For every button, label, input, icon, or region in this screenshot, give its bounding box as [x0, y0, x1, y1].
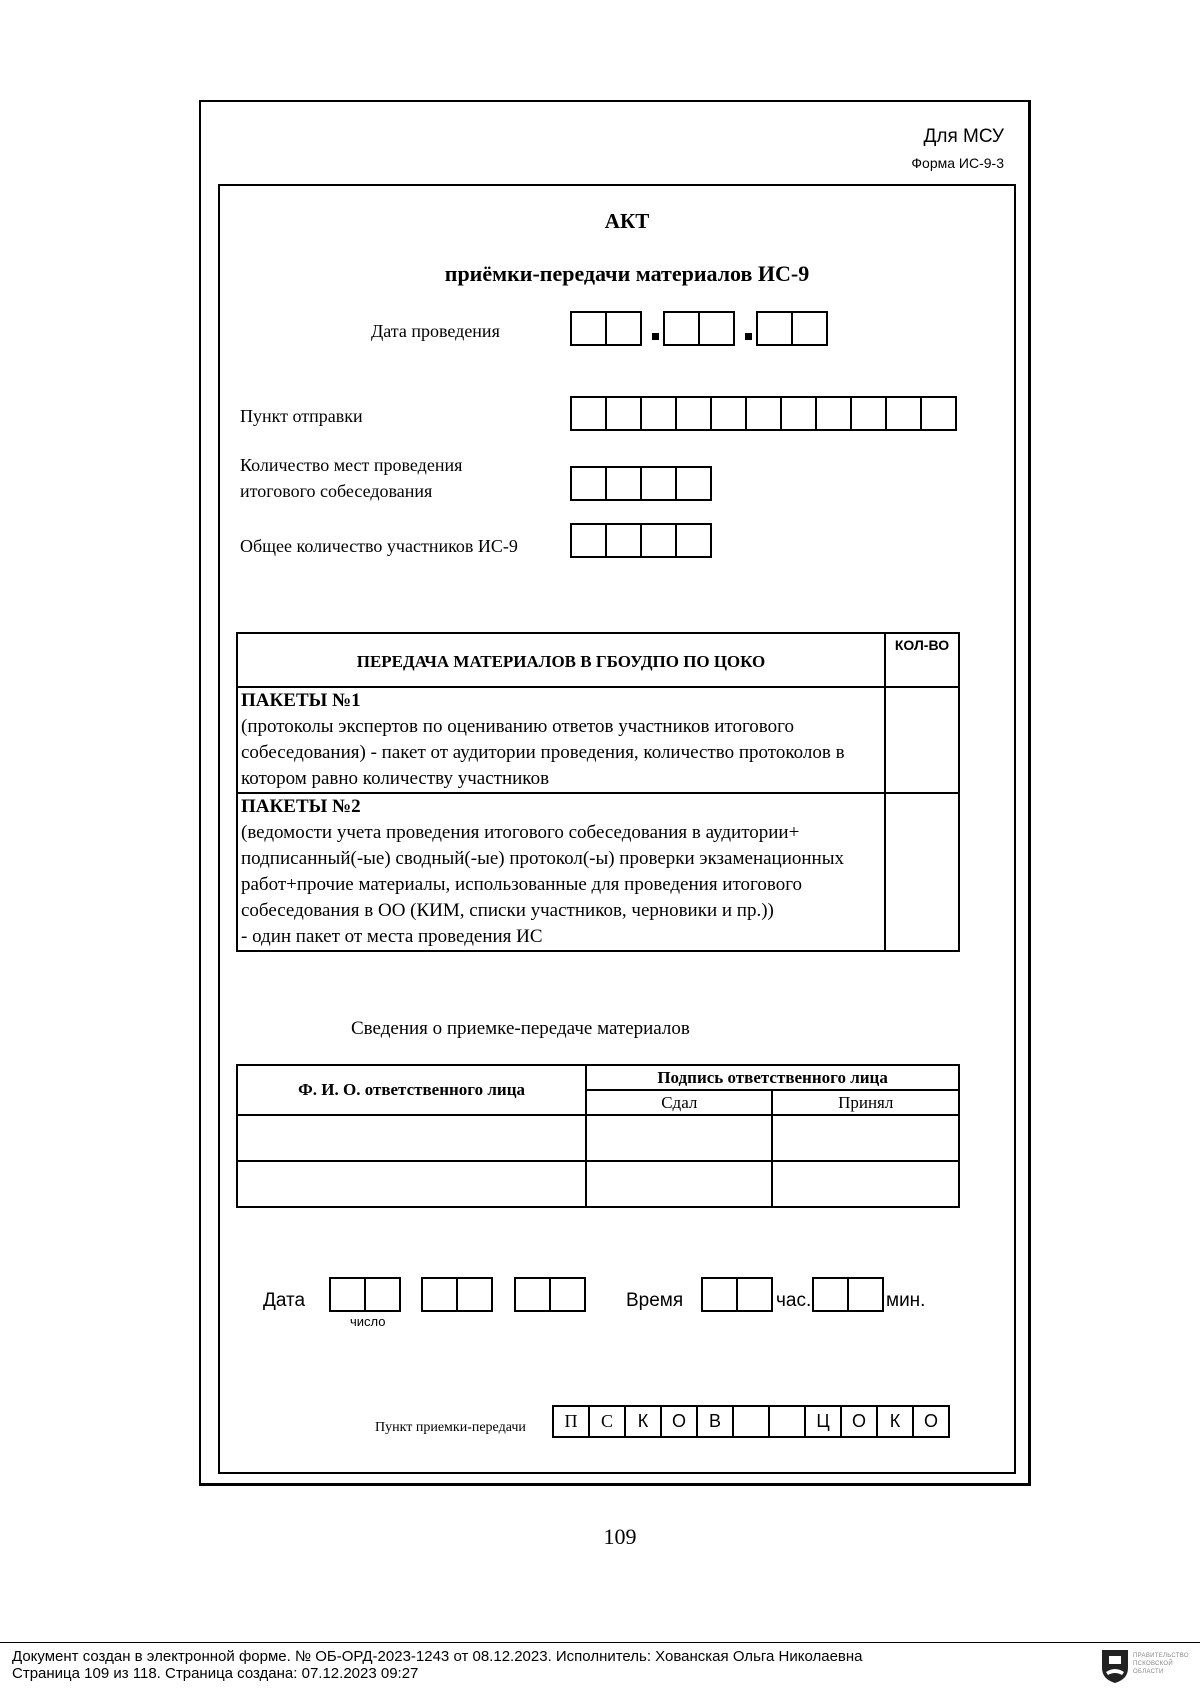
date-separator-dot: [652, 333, 659, 340]
receiving-point-letter: В: [696, 1405, 734, 1438]
transfer-table-header-row: [237, 633, 959, 687]
sign-table-header-row: [237, 1065, 959, 1090]
act-subtitle: приёмки-передачи материалов ИС-9: [444, 261, 810, 286]
receiving-point-letter: О: [660, 1405, 698, 1438]
package-1-title: ПАКЕТЫ №1: [241, 690, 361, 711]
receiving-point-letter: [768, 1405, 806, 1438]
receiving-point-letter: К: [876, 1405, 914, 1438]
form-code-label: Форма ИС-9-3: [911, 155, 1004, 171]
footer-document-info: Документ создан в электронной форме. № ОБ-ОРД-2023-1243 от 08.12.2023. Исполнитель: Хованская Ольга Николаевна: [12, 1648, 863, 1665]
package-2-text: (ведомости учета проведения итогового собеседования в аудитории+ подписанный(-ые) сводный(-ые) протокол(-ы) проверки экзаменационных работ+прочие материалы, использованные для проведения итогового собеседования в ОО (КИМ, списки участников, черновики и пр.)): [241, 822, 844, 921]
table-row: [237, 687, 959, 793]
places-count-label: [240, 452, 462, 504]
transfer-info-caption: Сведения о приемке-передаче материалов: [351, 1018, 690, 1039]
hours-unit-label: час.: [776, 1290, 812, 1311]
receiving-point-letter: О: [840, 1405, 878, 1438]
footer-divider: [0, 1642, 1200, 1643]
transfer-day-digit-2[interactable]: [364, 1277, 401, 1312]
sending-point-cell[interactable]: [850, 396, 887, 431]
for-msu-label: Для МСУ: [923, 126, 1004, 147]
package-1-description: [237, 687, 885, 793]
handed-signature-cell[interactable]: [586, 1115, 772, 1161]
places-count-label-line1: Количество мест проведения: [240, 455, 463, 475]
fio-column-header: Ф. И. О. ответственного лица: [237, 1065, 586, 1115]
received-signature-cell[interactable]: [772, 1115, 959, 1161]
transfer-hours-cells[interactable]: [701, 1277, 773, 1312]
page-number: 109: [603, 1524, 637, 1549]
places-count-label-line2: итогового собеседования: [240, 481, 433, 501]
package-2-note: - один пакет от места проведения ИС: [241, 926, 543, 947]
transfer-year-digit-2[interactable]: [549, 1277, 586, 1312]
event-month-cells[interactable]: [663, 311, 735, 346]
package-2-quantity[interactable]: [885, 793, 959, 951]
sending-point-cell[interactable]: [605, 396, 642, 431]
places-count-cells[interactable]: [570, 466, 712, 501]
transfer-hours-digit-1[interactable]: [701, 1277, 738, 1312]
transfer-minutes-cells[interactable]: [812, 1277, 884, 1312]
fio-cell[interactable]: [237, 1115, 586, 1161]
transfer-year-digit-1[interactable]: [514, 1277, 551, 1312]
transfer-month-cells[interactable]: [421, 1277, 493, 1312]
package-2-description: [237, 793, 885, 951]
received-signature-cell[interactable]: [772, 1161, 959, 1207]
responsible-signatures-table: [236, 1064, 960, 1208]
event-month-digit-2[interactable]: [698, 311, 735, 346]
receiving-point-letter: [732, 1405, 770, 1438]
sending-point-cell[interactable]: [920, 396, 957, 431]
transfer-day-digit-1[interactable]: [329, 1277, 366, 1312]
places-count-cell[interactable]: [570, 466, 607, 501]
date-separator-dot: [745, 333, 752, 340]
sending-point-cell[interactable]: [815, 396, 852, 431]
sending-point-cells[interactable]: [570, 396, 957, 431]
receiving-point-letter: П: [552, 1405, 590, 1438]
government-label: ПРАВИТЕЛЬСТВО ПСКОВСКОЙ ОБЛАСТИ: [1133, 1653, 1189, 1675]
handed-signature-cell[interactable]: [586, 1161, 772, 1207]
table-row: [237, 793, 959, 951]
sending-point-cell[interactable]: [710, 396, 747, 431]
transfer-time-label: Время: [626, 1290, 684, 1311]
sending-point-cell[interactable]: [640, 396, 677, 431]
coat-of-arms-icon: [1100, 1648, 1130, 1684]
handed-over-column-header: Сдал: [586, 1090, 772, 1115]
receiving-point-label: Пункт приемки-передачи: [375, 1420, 526, 1435]
transfer-date-label: Дата: [263, 1290, 306, 1311]
table-row: [237, 1115, 959, 1161]
event-date-label: Дата проведения: [371, 321, 500, 341]
places-count-cell[interactable]: [605, 466, 642, 501]
transfer-day-cells[interactable]: [329, 1277, 401, 1312]
participants-count-cells[interactable]: [570, 523, 712, 558]
event-year-digit-2[interactable]: [791, 311, 828, 346]
event-month-digit-1[interactable]: [663, 311, 700, 346]
package-1-text: (протоколы экспертов по оцениванию ответов участников итогового собеседования) - пакет от аудитории проведения, количество протоколов в котором равно количеству участников: [241, 716, 845, 789]
day-caption: число: [350, 1314, 386, 1329]
event-day-digit-1[interactable]: [570, 311, 607, 346]
transfer-year-cells[interactable]: [514, 1277, 586, 1312]
participants-count-cell[interactable]: [605, 523, 642, 558]
receiving-point-letter: С: [588, 1405, 626, 1438]
event-day-cells[interactable]: [570, 311, 642, 346]
receiving-point-letter: О: [912, 1405, 950, 1438]
receiving-point-letter: Ц: [804, 1405, 842, 1438]
event-year-cells[interactable]: [756, 311, 828, 346]
sending-point-cell[interactable]: [570, 396, 607, 431]
event-day-digit-2[interactable]: [605, 311, 642, 346]
sending-point-cell[interactable]: [780, 396, 817, 431]
footer-page-info: Страница 109 из 118. Страница создана: 07.12.2023 09:27: [12, 1665, 419, 1682]
fio-cell[interactable]: [237, 1161, 586, 1207]
sending-point-cell[interactable]: [675, 396, 712, 431]
transfer-materials-table: [236, 632, 960, 952]
participants-count-label: Общее количество участников ИС-9: [240, 536, 518, 556]
table-row: [237, 1161, 959, 1207]
package-1-quantity[interactable]: [885, 687, 959, 793]
transfer-minutes-digit-1[interactable]: [812, 1277, 849, 1312]
transfer-month-digit-1[interactable]: [421, 1277, 458, 1312]
minutes-unit-label: мин.: [886, 1290, 926, 1311]
participants-count-cell[interactable]: [570, 523, 607, 558]
transfer-table-header: ПЕРЕДАЧА МАТЕРИАЛОВ В ГБОУДПО ПО ЦОКО: [237, 633, 885, 687]
sending-point-label: Пункт отправки: [240, 406, 363, 426]
event-year-digit-1[interactable]: [756, 311, 793, 346]
act-title: АКТ: [604, 209, 650, 233]
participants-count-cell[interactable]: [675, 523, 712, 558]
receiving-point-letter: К: [624, 1405, 662, 1438]
participants-count-cell[interactable]: [640, 523, 677, 558]
received-column-header: Принял: [772, 1090, 959, 1115]
sending-point-cell[interactable]: [885, 396, 922, 431]
receiving-point-cells: [552, 1405, 950, 1438]
transfer-month-digit-2[interactable]: [456, 1277, 493, 1312]
sending-point-cell[interactable]: [745, 396, 782, 431]
transfer-hours-digit-2[interactable]: [736, 1277, 773, 1312]
quantity-column-header: КОЛ-ВО: [885, 633, 959, 687]
places-count-cell[interactable]: [640, 466, 677, 501]
signature-column-header: Подпись ответственного лица: [586, 1065, 959, 1090]
places-count-cell[interactable]: [675, 466, 712, 501]
package-2-title: ПАКЕТЫ №2: [241, 796, 361, 817]
transfer-minutes-digit-2[interactable]: [847, 1277, 884, 1312]
